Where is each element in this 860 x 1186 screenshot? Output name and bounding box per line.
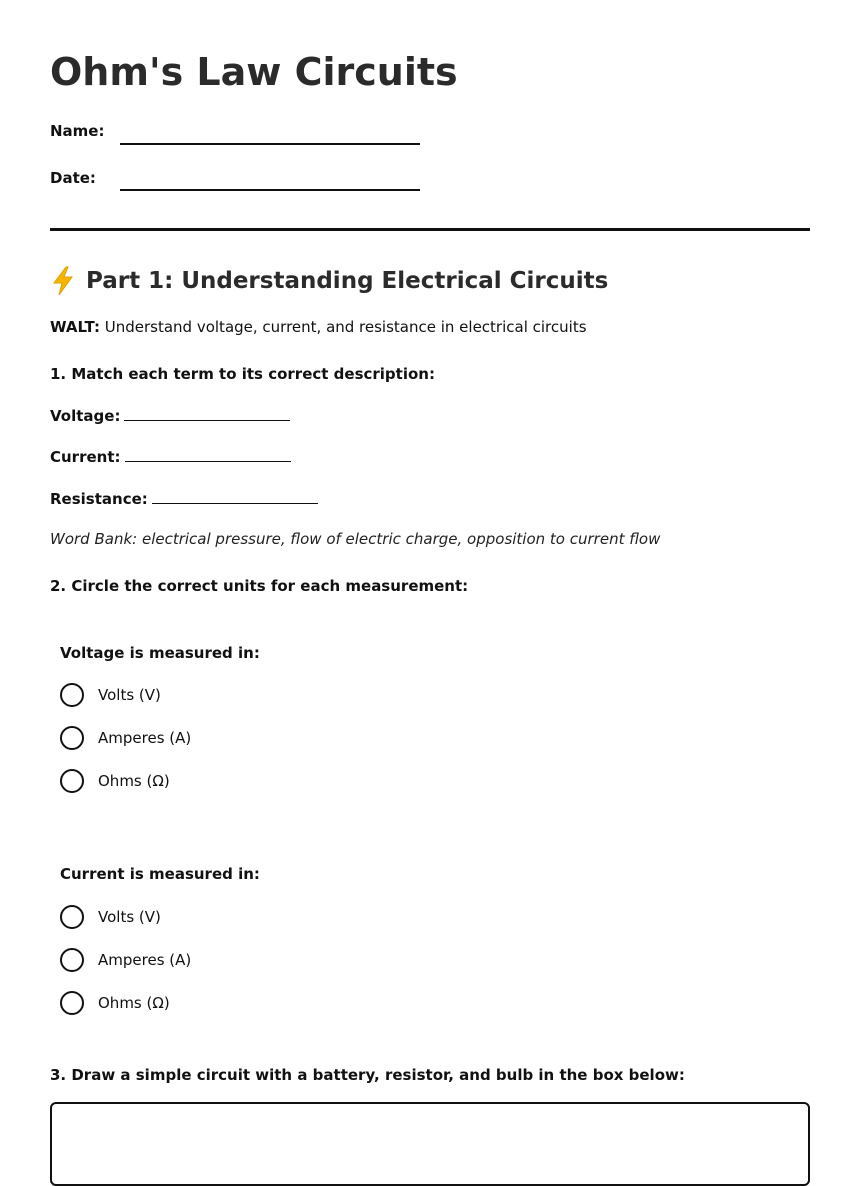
option-label: Volts (V) bbox=[98, 686, 161, 704]
walt-line bbox=[50, 318, 587, 336]
date-label: Date: bbox=[50, 169, 96, 187]
current-option-ohms[interactable] bbox=[60, 990, 170, 1016]
voltage-group-title: Voltage is measured in: bbox=[60, 644, 260, 662]
resistance-answer-blank[interactable] bbox=[152, 490, 318, 504]
match-row-current bbox=[50, 448, 291, 466]
walt-label: WALT: bbox=[50, 318, 100, 336]
circuit-drawing-box[interactable] bbox=[50, 1102, 810, 1186]
question-2-prompt: 2. Circle the correct units for each measurement: bbox=[50, 577, 469, 595]
name-field[interactable] bbox=[120, 143, 420, 145]
current-group-title: Current is measured in: bbox=[60, 865, 260, 883]
option-label: Ohms (Ω) bbox=[98, 994, 170, 1012]
date-field[interactable] bbox=[120, 189, 420, 191]
voltage-option-ohms[interactable] bbox=[60, 768, 170, 794]
voltage-option-amperes[interactable] bbox=[60, 725, 191, 751]
part1-heading-text: Part 1: Understanding Electrical Circuits bbox=[86, 268, 609, 294]
radio-circle-icon[interactable] bbox=[60, 991, 84, 1015]
option-label: Ohms (Ω) bbox=[98, 772, 170, 790]
current-answer-blank[interactable] bbox=[125, 448, 291, 462]
radio-circle-icon[interactable] bbox=[60, 769, 84, 793]
part1-heading bbox=[50, 266, 608, 296]
option-label: Amperes (A) bbox=[98, 951, 192, 969]
match-row-voltage bbox=[50, 407, 290, 425]
walt-text: Understand voltage, current, and resistance in electrical circuits bbox=[104, 318, 587, 336]
radio-circle-icon[interactable] bbox=[60, 726, 84, 750]
match-row-resistance bbox=[50, 490, 318, 508]
name-label: Name: bbox=[50, 122, 105, 140]
page-title: Ohm's Law Circuits bbox=[50, 50, 458, 94]
term-resistance-label: Resistance: bbox=[50, 490, 148, 508]
radio-circle-icon[interactable] bbox=[60, 905, 84, 929]
current-option-volts[interactable] bbox=[60, 904, 161, 930]
option-label: Amperes (A) bbox=[98, 729, 192, 747]
radio-circle-icon[interactable] bbox=[60, 683, 84, 707]
lightning-bolt-icon bbox=[50, 266, 76, 296]
voltage-answer-blank[interactable] bbox=[124, 407, 290, 421]
current-option-amperes[interactable] bbox=[60, 947, 191, 973]
term-voltage-label: Voltage: bbox=[50, 407, 121, 425]
radio-circle-icon[interactable] bbox=[60, 948, 84, 972]
voltage-option-volts[interactable] bbox=[60, 682, 161, 708]
question-3-prompt: 3. Draw a simple circuit with a battery, resistor, and bulb in the box below: bbox=[50, 1066, 685, 1084]
question-1-prompt: 1. Match each term to its correct description: bbox=[50, 365, 435, 383]
header-divider bbox=[50, 228, 810, 231]
word-bank: Word Bank: electrical pressure, flow of electric charge, opposition to current flow bbox=[50, 530, 661, 548]
option-label: Volts (V) bbox=[98, 908, 161, 926]
term-current-label: Current: bbox=[50, 448, 121, 466]
